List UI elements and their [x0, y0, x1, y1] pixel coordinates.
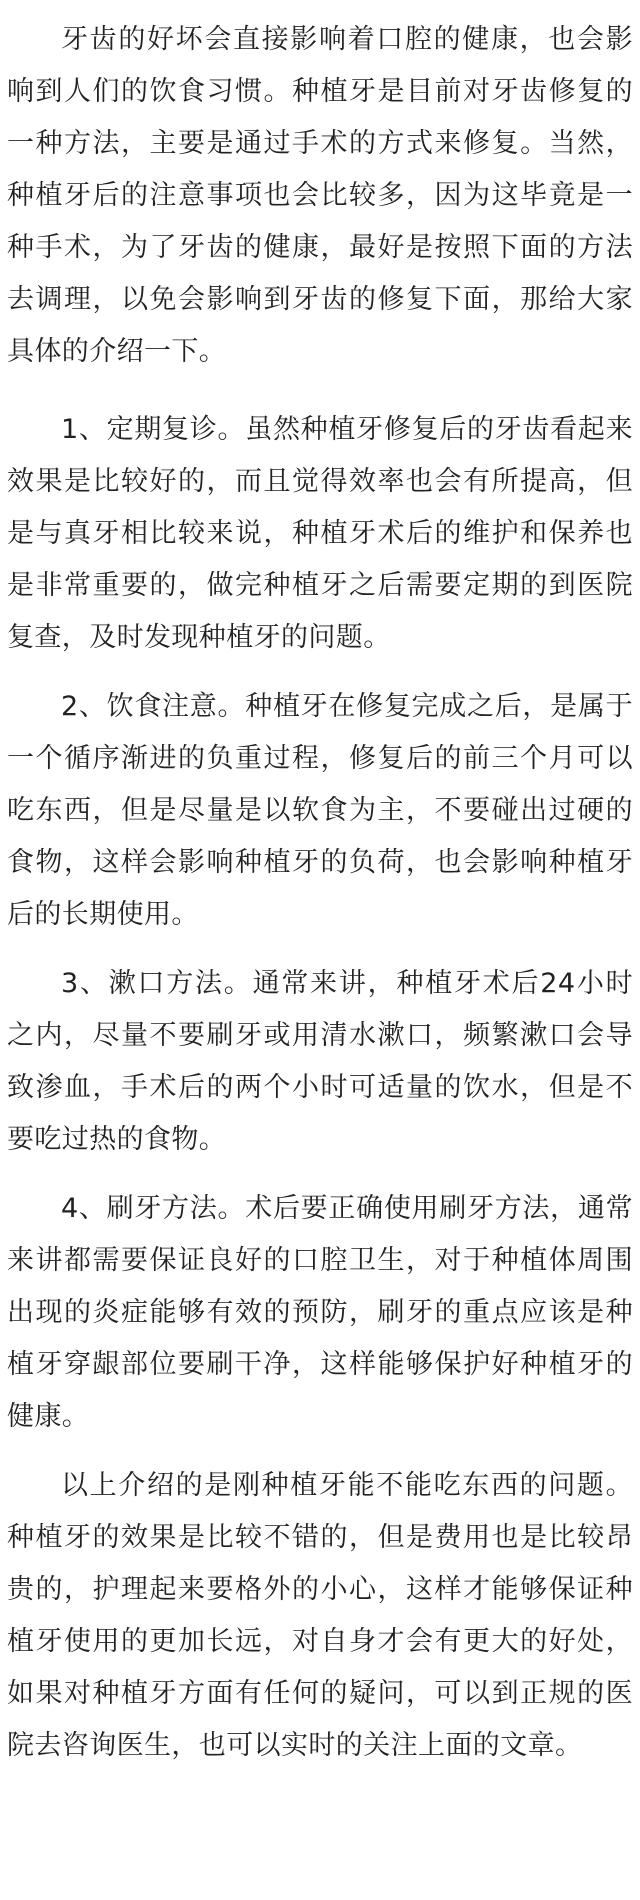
tip-brushing-paragraph: 4、刷牙方法。术后要正确使用刷牙方法，通常来讲都需要保证良好的口腔卫生，对于种植体周围出现的炎症能够有效的预防，刷牙的重点应该是种植牙穿龈部位要刷干净，这样能够保护好种植牙的健康。 — [7, 1193, 633, 1432]
intro-paragraph: 牙齿的好坏会直接影响着口腔的健康，也会影响到人们的饮食习惯。种植牙是目前对牙齿修复的一种方法，主要是通过手术的方式来修复。当然，种植牙后的注意事项也会比较多，因为这毕竟是一种手术，为了牙齿的健康，最好是按照下面的方法去调理，以免会影响到牙齿的修复下面，那给大家具体的介绍一下。 — [7, 24, 633, 367]
conclusion-paragraph: 以上介绍的是刚种植牙能不能吃东西的问题。种植牙的效果是比较不错的，但是费用也是比较昂贵的，护理起来要格外的小心，这样才能够保证种植牙使用的更加长远，对自身才会有更大的好处，如果对种植牙方面有任何的疑问，可以到正规的医院去咨询医生，也可以实时的关注上面的文章。 — [7, 1470, 633, 1761]
tip-mouth-rinse-paragraph: 3、漱口方法。通常来讲，种植牙术后24小时之内，尽量不要刷牙或用清水漱口，频繁漱口会导致渗血，手术后的两个小时可适量的饮水，但是不要吃过热的食物。 — [7, 968, 633, 1155]
tip-diet-paragraph: 2、饮食注意。种植牙在修复完成之后，是属于一个循序渐进的负重过程，修复后的前三个月可以吃东西，但是尽量是以软食为主，不要碰出过硬的食物，这样会影响种植牙的负荷，也会影响种植牙后的长期使用。 — [7, 691, 633, 930]
tip-regular-checkup-paragraph: 1、定期复诊。虽然种植牙修复后的牙齿看起来效果是比较好的，而且觉得效率也会有所提高，但是与真牙相比较来说，种植牙术后的维护和保养也是非常重要的，做完种植牙之后需要定期的到医院复查，及时发现种植牙的问题。 — [7, 414, 633, 653]
